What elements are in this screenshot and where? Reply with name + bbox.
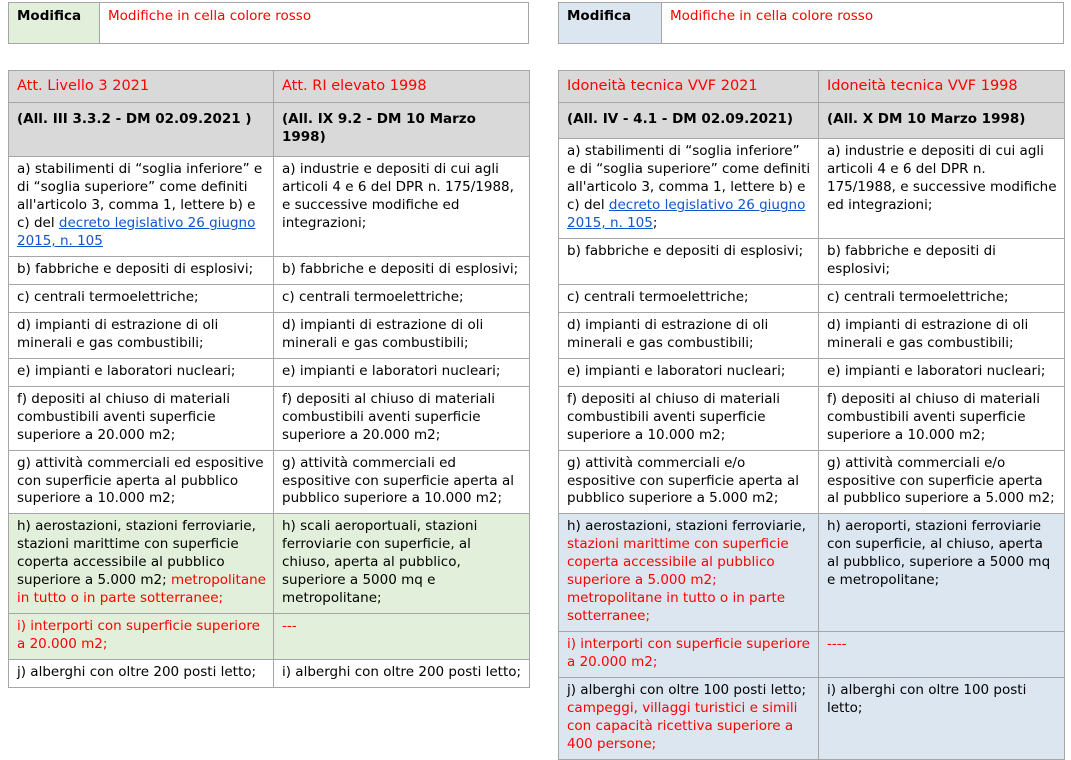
table-row (559, 139, 1065, 239)
table-cell: i) alberghi con oltre 200 posti letto; (274, 660, 530, 688)
column-title-1: Idoneità tecnica VVF 2021 (559, 71, 819, 103)
table-row (9, 386, 530, 450)
table-cell: d) impianti di estrazione di oli minerali e gas combustibili; (9, 312, 274, 358)
table-row (9, 157, 530, 257)
table-row (9, 358, 530, 386)
decreto-legislativo-link[interactable]: decreto legislativo 26 giugno 2015, n. 105 (17, 215, 256, 249)
table-row (559, 514, 1065, 632)
table-row (559, 284, 1065, 312)
header-subtitle-row (559, 103, 1065, 139)
header-title-row (559, 71, 1065, 103)
table-row (9, 312, 530, 358)
legend-description-right: Modifiche in cella colore rosso (662, 3, 1064, 44)
table-body (559, 139, 1065, 760)
legend-table-right (558, 2, 1064, 44)
table-cell: h) aerostazioni, stazioni ferroviarie, stazioni marittime con superficie coperta accessibile al pubblico superiore a 5.000 m2; metropolitane in tutto o in parte sotterranee; (9, 514, 274, 614)
table-row (559, 386, 1065, 450)
legend-body (559, 3, 1064, 44)
table-cell: --- (274, 614, 530, 660)
table-cell: i) alberghi con oltre 100 posti letto; (819, 678, 1065, 760)
table-cell: g) attività commerciali e/o espositive con superficie aperta al pubblico superiore a 5.000 m2; (819, 450, 1065, 514)
table-cell: b) fabbriche e depositi di esplosivi; (9, 256, 274, 284)
table-row (559, 239, 1065, 285)
table-cell: j) alberghi con oltre 100 posti letto; campeggi, villaggi turistici e simili con capacità ricettiva superiore a 400 persone; (559, 678, 819, 760)
column-title-2: Att. RI elevato 1998 (274, 71, 530, 103)
table-cell: c) centrali termoelettriche; (819, 284, 1065, 312)
table-cell: a) stabilimenti di “soglia inferiore” e di “soglia superiore” come definiti all'articolo 3, comma 1, lettere b) e c) del decreto legislativo 26 giugno 2015, n. 105; (559, 139, 819, 239)
column-title-2: Idoneità tecnica VVF 1998 (819, 71, 1065, 103)
table-cell: f) depositi al chiuso di materiali combustibili aventi superficie superiore a 10.000 m2; (819, 386, 1065, 450)
legend-row (559, 3, 1064, 44)
column-subtitle-2: (All. IX 9.2 - DM 10 Marzo 1998) (274, 103, 530, 157)
table-cell: f) depositi al chiuso di materiali combustibili aventi superficie superiore a 20.000 m2; (9, 386, 274, 450)
column-subtitle-2: (All. X DM 10 Marzo 1998) (819, 103, 1065, 139)
legend-body (9, 3, 529, 44)
table-head (559, 71, 1065, 139)
table-cell: h) aeroporti, stazioni ferroviarie con superficie, al chiuso, aperta al pubblico, superiore a 5000 mq e metropolitane; (819, 514, 1065, 632)
decreto-legislativo-link[interactable]: decreto legislativo 26 giugno 2015, n. 105 (567, 197, 806, 232)
legend-description-left: Modifiche in cella colore rosso (100, 3, 529, 44)
table-cell: c) centrali termoelettriche; (9, 284, 274, 312)
table-row (9, 660, 530, 688)
table-row (559, 632, 1065, 678)
table-cell: d) impianti di estrazione di oli minerali e gas combustibili; (274, 312, 530, 358)
legend-label-right: Modifica (559, 3, 662, 44)
table-cell: e) impianti e laboratori nucleari; (559, 358, 819, 386)
table-row (9, 514, 530, 614)
table-body (9, 157, 530, 688)
table-cell: g) attività commerciali e/o espositive con superficie aperta al pubblico superiore a 5.000 m2; (559, 450, 819, 514)
table-cell: i) interporti con superficie superiore a 20.000 m2; (9, 614, 274, 660)
column-title-1: Att. Livello 3 2021 (9, 71, 274, 103)
table-row (9, 450, 530, 514)
table-row (9, 614, 530, 660)
column-subtitle-1: (All. III 3.3.2 - DM 02.09.2021 ) (9, 103, 274, 157)
table-cell: c) centrali termoelettriche; (274, 284, 530, 312)
table-cell: f) depositi al chiuso di materiali combustibili aventi superficie superiore a 10.000 m2; (559, 386, 819, 450)
table-row (559, 678, 1065, 760)
table-cell: a) industrie e depositi di cui agli articoli 4 e 6 del DPR n. 175/1988, e successive modifiche ed integrazioni; (819, 139, 1065, 239)
comparison-table-idoneita (558, 70, 1065, 760)
table-cell: c) centrali termoelettriche; (559, 284, 819, 312)
table-cell: h) aerostazioni, stazioni ferroviarie, stazioni marittime con superficie coperta accessibile al pubblico superiore a 5.000 m2; metropolitane in tutto o in parte sotterranee; (559, 514, 819, 632)
table-cell: d) impianti di estrazione di oli minerali e gas combustibili; (819, 312, 1065, 358)
table-cell: j) alberghi con oltre 200 posti letto; (9, 660, 274, 688)
table-cell: f) depositi al chiuso di materiali combustibili aventi superficie superiore a 20.000 m2; (274, 386, 530, 450)
table-cell: e) impianti e laboratori nucleari; (9, 358, 274, 386)
table-cell: h) scali aeroportuali, stazioni ferroviarie con superficie, al chiuso, aperta al pubblico, superiore a 5000 mq e metropolitane; (274, 514, 530, 614)
legend-label-left: Modifica (9, 3, 100, 44)
table-cell: b) fabbriche e depositi di esplosivi; (819, 239, 1065, 285)
table-cell: i) interporti con superficie superiore a 20.000 m2; (559, 632, 819, 678)
table-cell: ---- (819, 632, 1065, 678)
table-row (9, 256, 530, 284)
table-cell: a) industrie e depositi di cui agli articoli 4 e 6 del DPR n. 175/1988, e successive modifiche ed integrazioni; (274, 157, 530, 257)
header-subtitle-row (9, 103, 530, 157)
header-title-row (9, 71, 530, 103)
table-cell: a) stabilimenti di “soglia inferiore” e di “soglia superiore” come definiti all'articolo 3, comma 1, lettere b) e c) del decreto legislativo 26 giugno 2015, n. 105 (9, 157, 274, 257)
table-row (9, 284, 530, 312)
comparison-table-attivita (8, 70, 530, 688)
table-cell: d) impianti di estrazione di oli minerali e gas combustibili; (559, 312, 819, 358)
table-cell: b) fabbriche e depositi di esplosivi; (559, 239, 819, 285)
table-cell: g) attività commerciali ed espositive con superficie aperta al pubblico superiore a 10.000 m2; (9, 450, 274, 514)
table-row (559, 358, 1065, 386)
table-cell: e) impianti e laboratori nucleari; (274, 358, 530, 386)
table-cell: g) attività commerciali ed espositive con superficie aperta al pubblico superiore a 10.000 m2; (274, 450, 530, 514)
table-row (559, 450, 1065, 514)
legend-table-left (8, 2, 529, 44)
table-row (559, 312, 1065, 358)
column-subtitle-1: (All. IV - 4.1 - DM 02.09.2021) (559, 103, 819, 139)
table-head (9, 71, 530, 157)
legend-row (9, 3, 529, 44)
table-cell: b) fabbriche e depositi di esplosivi; (274, 256, 530, 284)
table-cell: e) impianti e laboratori nucleari; (819, 358, 1065, 386)
